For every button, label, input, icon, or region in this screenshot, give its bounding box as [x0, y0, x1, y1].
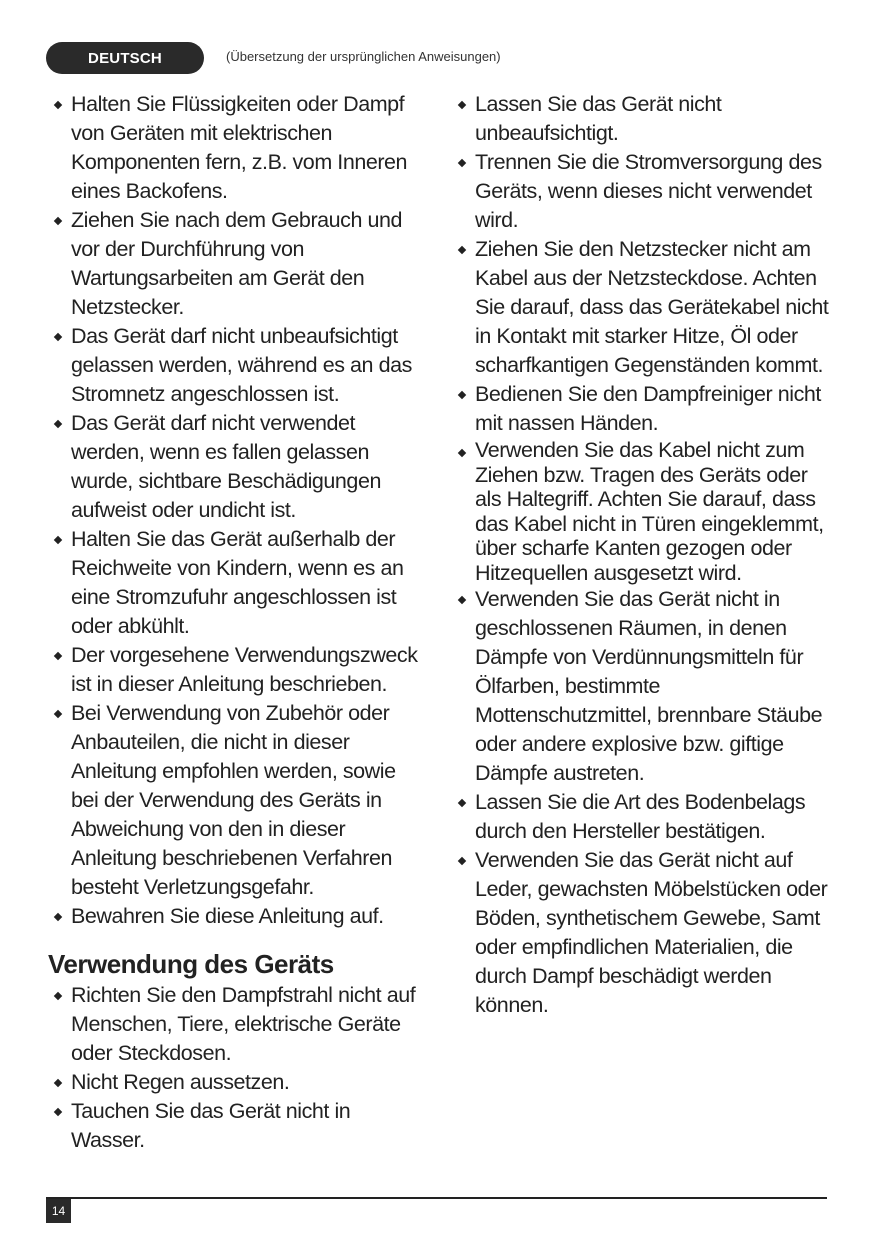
usage-list: [48, 981, 418, 1155]
translation-note: (Übersetzung der ursprünglichen Anweisungen): [226, 49, 501, 64]
list-item-text: Das Gerät darf nicht verwendet werden, wenn es fallen gelassen wurde, sichtbare Beschädigungen aufweist oder undicht ist.: [71, 411, 381, 522]
list-item-text: Halten Sie das Gerät außerhalb der Reichweite von Kindern, wenn es an eine Stromzufuhr angeschlossen ist oder abkühlt.: [71, 527, 404, 638]
list-item: [48, 981, 418, 1068]
right-column: [452, 90, 837, 1020]
safety-list-left: [48, 90, 418, 931]
list-item-text: Lassen Sie die Art des Bodenbelags durch den Hersteller bestätigen.: [475, 790, 806, 843]
list-item-text: Nicht Regen aussetzen.: [71, 1070, 290, 1094]
diamond-bullet-icon: [54, 420, 62, 428]
diamond-bullet-icon: [458, 596, 466, 604]
list-item-text: Bewahren Sie diese Anleitung auf.: [71, 904, 384, 928]
left-column: [48, 90, 418, 1155]
list-item: [452, 380, 837, 438]
diamond-bullet-icon: [458, 391, 466, 399]
diamond-bullet-icon: [54, 333, 62, 341]
list-item-text: Ziehen Sie nach dem Gebrauch und vor der Durchführung von Wartungsarbeiten am Gerät den Netzstecker.: [71, 208, 403, 319]
list-item: [48, 206, 418, 322]
list-item-text: Halten Sie Flüssigkeiten oder Dampf von Geräten mit elektrischen Komponenten fern, z.B. vom Inneren eines Backofens.: [71, 92, 408, 203]
diamond-bullet-icon: [54, 992, 62, 1000]
diamond-bullet-icon: [458, 246, 466, 254]
list-item: [452, 148, 837, 235]
list-item-text: Tauchen Sie das Gerät nicht in Wasser.: [71, 1099, 351, 1152]
diamond-bullet-icon: [54, 536, 62, 544]
list-item: [48, 641, 418, 699]
list-item-text: Das Gerät darf nicht unbeaufsichtigt gelassen werden, während es an das Stromnetz angeschlossen ist.: [71, 324, 412, 406]
list-item-text: Bei Verwendung von Zubehör oder Anbauteilen, die nicht in dieser Anleitung empfohlen werden, sowie bei der Verwendung des Geräts in Abweichung von den in dieser Anleitung beschriebenen Verfahren besteht Verletzungsgefahr.: [71, 701, 396, 899]
page-number: 14: [46, 1199, 71, 1223]
footer-divider: [46, 1197, 827, 1199]
diamond-bullet-icon: [458, 799, 466, 807]
list-item: [48, 409, 418, 525]
diamond-bullet-icon: [54, 913, 62, 921]
list-item-text: Bedienen Sie den Dampfreiniger nicht mit nassen Händen.: [475, 382, 821, 435]
list-item: [48, 1097, 418, 1155]
list-item: [48, 90, 418, 206]
list-item: [452, 788, 837, 846]
diamond-bullet-icon: [458, 101, 466, 109]
list-item-text: Verwenden Sie das Kabel nicht zum Ziehen bzw. Tragen des Geräts oder als Haltegriff. Achten Sie darauf, dass das Kabel nicht in Türen eingeklemmt, über scharfe Kanten gezogen oder Hitzequellen ausgesetzt wird.: [475, 438, 824, 585]
language-label: DEUTSCH: [46, 42, 204, 74]
list-item: [48, 1068, 418, 1097]
list-item: [48, 699, 418, 902]
list-item: [48, 322, 418, 409]
list-item-text: Richten Sie den Dampfstrahl nicht auf Menschen, Tiere, elektrische Geräte oder Steckdosen.: [71, 983, 416, 1065]
list-item-text: Verwenden Sie das Gerät nicht in geschlossenen Räumen, in denen Dämpfe von Verdünnungsmitteln für Ölfarben, bestimmte Mottenschutzmittel, brennbare Stäube oder andere explosive bzw. giftige Dämpfe austreten.: [475, 587, 823, 785]
list-item: [48, 902, 418, 931]
diamond-bullet-icon: [54, 217, 62, 225]
list-item-text: Trennen Sie die Stromversorgung des Geräts, wenn dieses nicht verwendet wird.: [475, 150, 822, 232]
list-item: [48, 525, 418, 641]
list-item-text: Lassen Sie das Gerät nicht unbeaufsichtigt.: [475, 92, 722, 145]
list-item: [452, 235, 837, 380]
list-item: [452, 585, 837, 788]
list-item: [452, 438, 837, 585]
diamond-bullet-icon: [54, 652, 62, 660]
diamond-bullet-icon: [54, 1108, 62, 1116]
diamond-bullet-icon: [458, 159, 466, 167]
list-item: [452, 846, 837, 1020]
diamond-bullet-icon: [54, 101, 62, 109]
diamond-bullet-icon: [458, 857, 466, 865]
list-item-text: Verwenden Sie das Gerät nicht auf Leder, gewachsten Möbelstücken oder Böden, synthetischem Gewebe, Samt oder empfindlichen Materialien, die durch Dampf beschädigt werden können.: [475, 848, 828, 1017]
list-item: [452, 90, 837, 148]
diamond-bullet-icon: [54, 710, 62, 718]
list-item-text: Der vorgesehene Verwendungszweck ist in dieser Anleitung beschrieben.: [71, 643, 418, 696]
diamond-bullet-icon: [54, 1079, 62, 1087]
safety-list-right: [452, 90, 837, 1020]
diamond-bullet-icon: [458, 449, 466, 457]
list-item-text: Ziehen Sie den Netzstecker nicht am Kabel aus der Netzsteckdose. Achten Sie darauf, dass das Gerätekabel nicht in Kontakt mit starker Hitze, Öl oder scharfkantigen Gegenständen kommt.: [475, 237, 829, 377]
section-heading: Verwendung des Geräts: [48, 949, 334, 979]
